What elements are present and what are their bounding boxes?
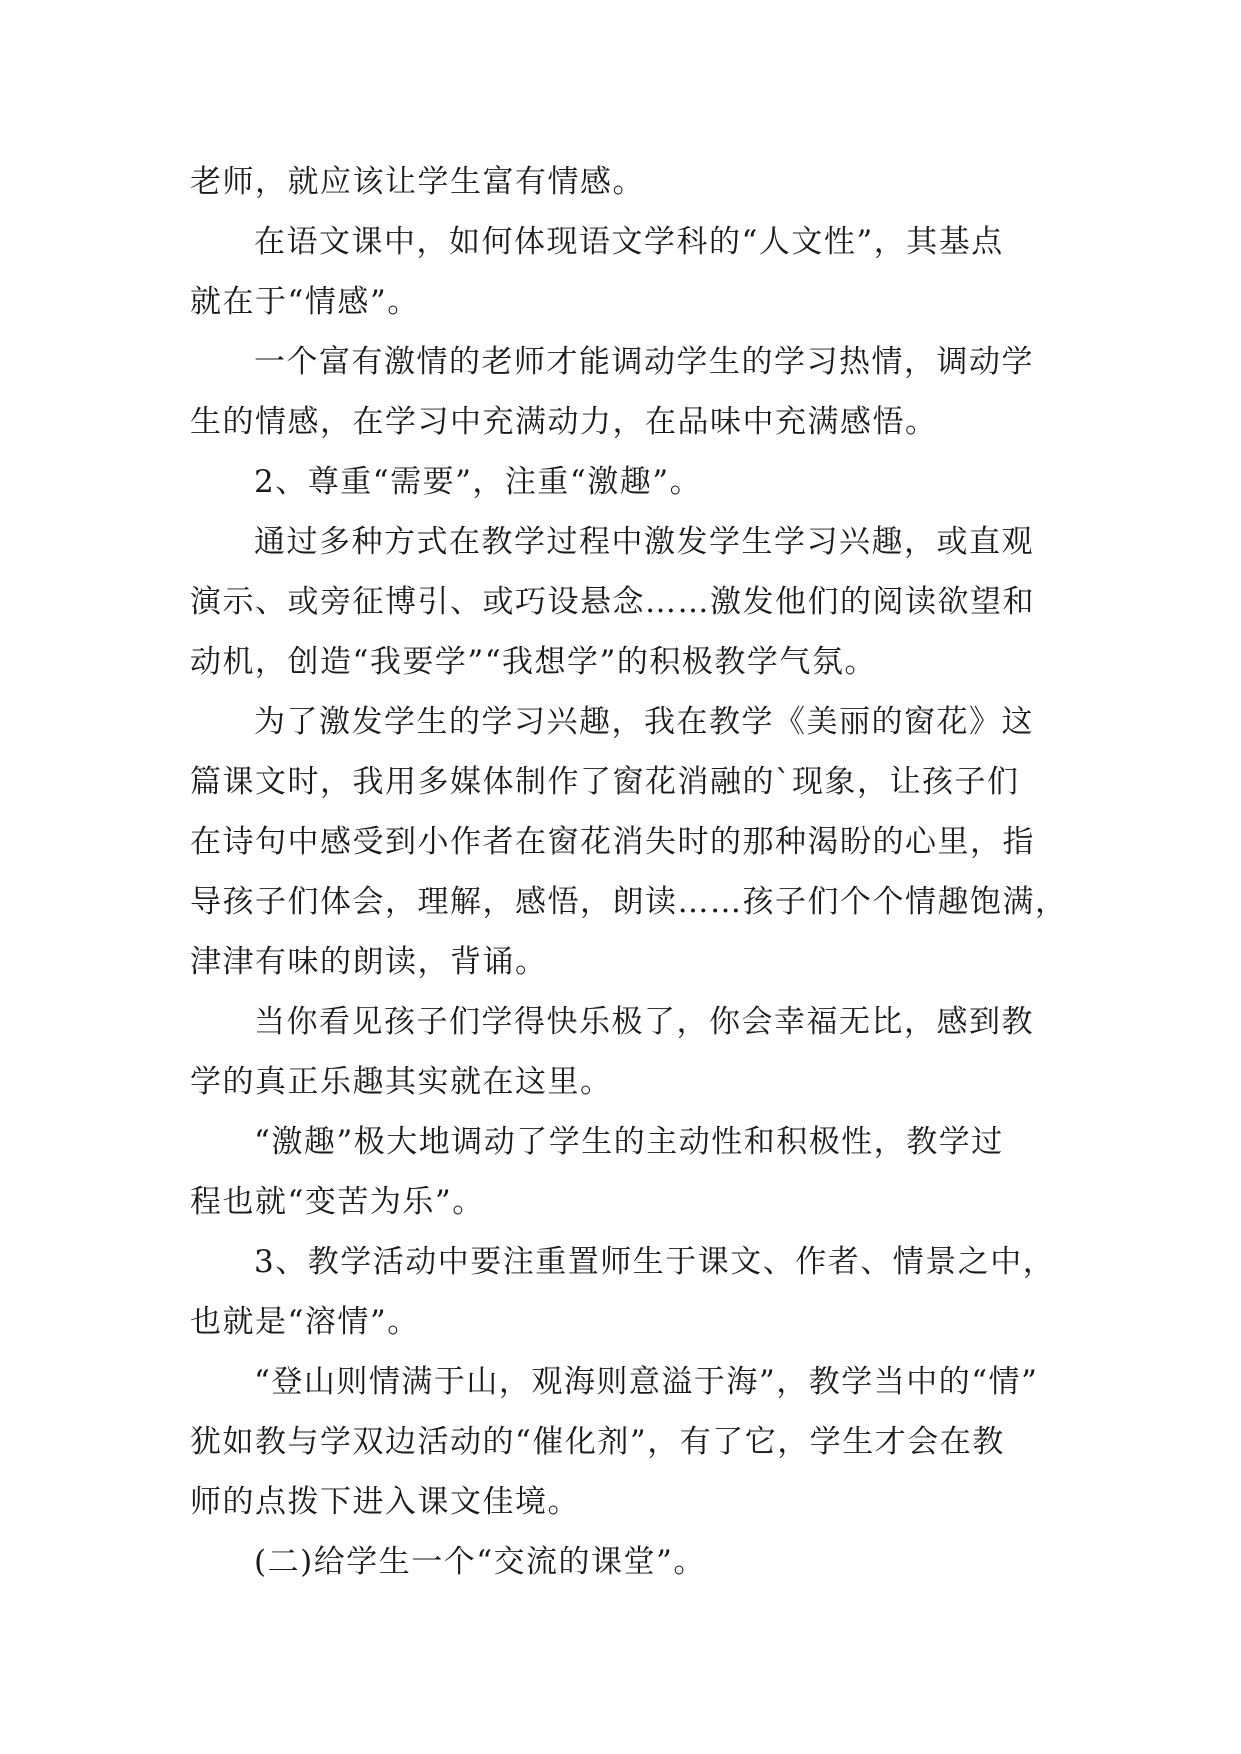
section-heading: (二)给学生一个“交流的课堂”。 <box>254 1544 706 1580</box>
paragraph-first-line: “登山则情满于山，观海则意溢于海”，教学当中的“情” <box>254 1364 1039 1400</box>
text-line: 篇课文时，我用多媒体制作了窗花消融的`现象，让孩子们 <box>190 764 1020 800</box>
text-line: 导孩子们体会，理解，感悟，朗读……孩子们个个情趣饱满， <box>190 884 1068 920</box>
document-body <box>190 152 1068 1592</box>
text-line: 学的真正乐趣其实就在这里。 <box>190 1064 613 1100</box>
text-line: 就在于“情感”。 <box>190 284 420 320</box>
text-line: 犹如教与学双边活动的“催化剂”，有了它，学生才会在教 <box>190 1424 1005 1460</box>
paragraph-first-line: “激趣”极大地调动了学生的主动性和积极性，教学过 <box>254 1124 1004 1160</box>
text-line: 津津有味的朗读，背诵。 <box>190 944 548 980</box>
text-line: 动机，创造“我要学”“我想学”的积极教学气氛。 <box>190 644 877 680</box>
text-line: 师的点拨下进入课文佳境。 <box>190 1484 580 1520</box>
text-line: 在诗句中感受到小作者在窗花消失时的那种渴盼的心里，指 <box>190 824 1035 860</box>
text-line: 程也就“变苦为乐”。 <box>190 1184 485 1220</box>
paragraph-first-line: 一个富有激情的老师才能调动学生的学习热情，调动学 <box>254 344 1034 380</box>
paragraph-first-line: 在语文课中，如何体现语文学科的“人文性”，其基点 <box>254 224 1004 260</box>
text-line: 生的情感，在学习中充满动力，在品味中充满感悟。 <box>190 404 938 440</box>
paragraph-first-line: 通过多种方式在教学过程中激发学生学习兴趣，或直观 <box>254 524 1034 560</box>
section-heading: 3、教学活动中要注重置师生于课文、作者、情景之中， <box>254 1244 1056 1280</box>
text-line: 老师，就应该让学生富有情感。 <box>190 164 645 200</box>
paragraph-first-line: 为了激发学生的学习兴趣，我在教学《美丽的窗花》这 <box>254 704 1034 740</box>
section-heading: 2、尊重“需要”，注重“激趣”。 <box>254 464 703 500</box>
text-line: 也就是“溶情”。 <box>190 1304 420 1340</box>
text-line: 演示、或旁征博引、或巧设悬念……激发他们的阅读欲望和 <box>190 584 1035 620</box>
paragraph-first-line: 当你看见孩子们学得快乐极了，你会幸福无比，感到教 <box>254 1004 1034 1040</box>
